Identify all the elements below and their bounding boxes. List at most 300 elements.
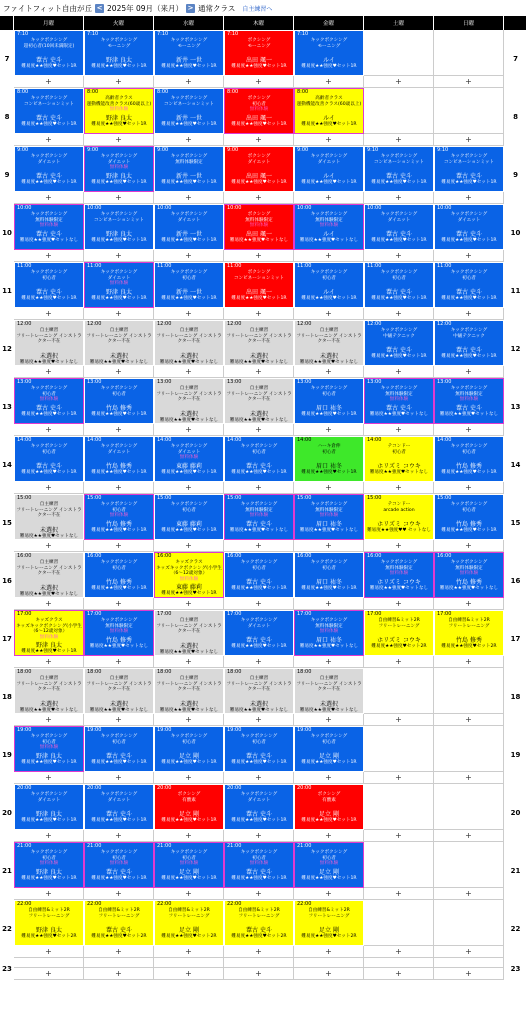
class-slot[interactable]	[14, 494, 84, 540]
add-slot-button[interactable]: +	[84, 192, 154, 204]
class-slot[interactable]	[364, 494, 434, 540]
class-slot[interactable]	[434, 320, 504, 366]
class-slot[interactable]	[294, 436, 364, 482]
add-slot-button[interactable]: +	[434, 772, 504, 784]
difficulty-info: 難易度★★強度♥セット1R	[91, 238, 147, 244]
class-slot[interactable]	[434, 610, 504, 656]
class-slot[interactable]	[14, 610, 84, 656]
add-slot-button[interactable]: +	[434, 968, 504, 980]
class-slot[interactable]	[14, 146, 84, 192]
instructor-name: 竹島 修秀	[106, 579, 132, 587]
add-slot-button[interactable]: +	[154, 968, 224, 980]
add-slot-button[interactable]: +	[434, 656, 504, 668]
add-slot-button[interactable]: +	[294, 482, 364, 494]
class-slot[interactable]	[434, 378, 504, 424]
slot-time: 16:00	[157, 553, 172, 559]
class-slot[interactable]	[364, 552, 434, 598]
prev-month-button[interactable]: <	[96, 4, 103, 12]
add-slot-button[interactable]: +	[154, 192, 224, 204]
slot-time: 21:00	[297, 843, 312, 849]
add-slot-button[interactable]: +	[84, 772, 154, 784]
class-slot[interactable]	[84, 552, 154, 598]
class-name: ハーキ倉伸	[317, 444, 341, 449]
class-slot[interactable]	[154, 610, 224, 656]
hour-label-right: 22	[510, 925, 521, 933]
instructor-name: 葦古 史斗	[36, 115, 62, 123]
difficulty-info: 難易度★★強度♥セット1R	[301, 180, 357, 186]
instructor-name: 足立 剛	[319, 753, 339, 761]
instructor-name: 野津 良太	[106, 172, 132, 180]
empty-slot	[364, 784, 434, 830]
add-slot-button[interactable]: +	[364, 308, 434, 320]
class-slot[interactable]	[434, 552, 504, 598]
class-slot[interactable]	[294, 262, 364, 308]
add-slot-button[interactable]: +	[294, 772, 364, 784]
add-slot-button[interactable]: +	[294, 424, 364, 436]
add-slot-button[interactable]: +	[14, 308, 84, 320]
add-slot-button[interactable]: +	[14, 76, 84, 88]
difficulty-info: 難易度★★強度♥セットなし	[229, 707, 289, 713]
class-slot[interactable]	[154, 784, 224, 830]
class-subtitle: フリートレーニング インストラクター不在	[156, 333, 222, 345]
add-slot-button[interactable]: +	[154, 76, 224, 88]
class-slot[interactable]	[14, 784, 84, 830]
class-name: キックボクシング	[380, 270, 418, 275]
add-slot-button[interactable]: +	[84, 308, 154, 320]
add-slot-button[interactable]: +	[154, 308, 224, 320]
class-slot[interactable]	[294, 784, 364, 830]
class-type-label: 通常クラス	[198, 3, 236, 13]
class-slot[interactable]	[294, 842, 364, 888]
hour-label-right: 18	[510, 693, 521, 701]
class-slot[interactable]	[224, 900, 294, 946]
slot-time: 9:10	[367, 147, 379, 153]
add-slot-button[interactable]: +	[224, 772, 294, 784]
add-slot-button[interactable]: +	[434, 424, 504, 436]
class-slot[interactable]	[84, 146, 154, 192]
add-slot-button[interactable]: +	[84, 714, 154, 726]
slot-time: 12:00	[87, 321, 102, 327]
class-slot[interactable]	[14, 88, 84, 134]
class-slot[interactable]	[294, 668, 364, 714]
class-slot[interactable]	[294, 900, 364, 946]
add-slot-button[interactable]: +	[434, 946, 504, 958]
add-slot-button[interactable]: +	[154, 598, 224, 610]
class-name: キックボクシング	[450, 444, 488, 449]
add-slot-button[interactable]: +	[434, 250, 504, 262]
class-slot[interactable]	[434, 146, 504, 192]
add-slot-button[interactable]: +	[14, 830, 84, 842]
instructor-name: 葦古 史斗	[456, 347, 482, 355]
class-slot[interactable]	[84, 30, 154, 76]
add-slot-button[interactable]: +	[14, 250, 84, 262]
add-slot-button[interactable]: +	[224, 76, 294, 88]
class-slot[interactable]	[14, 668, 84, 714]
add-slot-button[interactable]: +	[364, 656, 434, 668]
class-name: 自主練習	[319, 328, 339, 333]
add-slot-button[interactable]: +	[14, 598, 84, 610]
class-subtitle: モーニング	[317, 43, 341, 49]
class-slot[interactable]	[14, 842, 84, 888]
add-slot-button[interactable]: +	[294, 968, 364, 980]
class-name: キックボクシング	[30, 444, 68, 449]
add-slot-button[interactable]: +	[224, 366, 294, 378]
add-slot-button[interactable]: +	[14, 946, 84, 958]
add-slot-button[interactable]: +	[294, 250, 364, 262]
class-slot[interactable]	[154, 668, 224, 714]
slot-time: 16:00	[87, 553, 102, 559]
class-slot[interactable]	[84, 610, 154, 656]
class-slot[interactable]	[364, 436, 434, 482]
add-slot-button[interactable]: +	[224, 250, 294, 262]
add-slot-button[interactable]: +	[364, 192, 434, 204]
add-slot-button[interactable]: +	[364, 76, 434, 88]
add-slot-button[interactable]: +	[14, 482, 84, 494]
add-slot-button[interactable]: +	[154, 540, 224, 552]
class-slot[interactable]	[154, 262, 224, 308]
class-slot[interactable]	[14, 320, 84, 366]
class-slot[interactable]	[84, 668, 154, 714]
add-slot-button[interactable]: +	[434, 366, 504, 378]
add-slot-button[interactable]: +	[154, 714, 224, 726]
add-slot-button[interactable]: +	[434, 540, 504, 552]
class-slot[interactable]	[294, 552, 364, 598]
class-slot[interactable]	[224, 146, 294, 192]
class-slot[interactable]	[14, 436, 84, 482]
add-slot-button[interactable]: +	[84, 888, 154, 900]
add-slot-button[interactable]: +	[14, 424, 84, 436]
add-slot-button[interactable]: +	[84, 366, 154, 378]
add-slot-button[interactable]: +	[294, 714, 364, 726]
class-name: 自主練習	[109, 676, 129, 681]
instructor-name: 葦古 史斗	[386, 347, 412, 355]
next-month-button[interactable]: >	[187, 4, 194, 12]
class-slot[interactable]	[224, 842, 294, 888]
add-slot-button[interactable]: +	[434, 308, 504, 320]
add-slot-button[interactable]: +	[224, 946, 294, 958]
add-slot-button[interactable]: +	[294, 830, 364, 842]
class-slot[interactable]	[84, 320, 154, 366]
class-slot[interactable]	[154, 320, 224, 366]
class-slot[interactable]	[294, 88, 364, 134]
class-subtitle: ダイエット	[107, 797, 131, 803]
class-slot[interactable]	[364, 320, 434, 366]
class-slot[interactable]	[14, 378, 84, 424]
add-slot-button[interactable]: +	[154, 366, 224, 378]
add-slot-button[interactable]: +	[14, 192, 84, 204]
class-slot[interactable]	[224, 610, 294, 656]
add-slot-button[interactable]: +	[154, 250, 224, 262]
class-slot[interactable]	[294, 610, 364, 656]
class-slot[interactable]	[84, 204, 154, 250]
add-slot-button[interactable]: +	[14, 888, 84, 900]
difficulty-info: 難易度★★強度♥セット1R	[21, 818, 77, 824]
instructor-name: 出田 颯一	[246, 57, 272, 65]
add-slot-button[interactable]: +	[14, 714, 84, 726]
class-slot[interactable]	[224, 204, 294, 250]
add-slot-button[interactable]: +	[154, 888, 224, 900]
add-slot-button[interactable]: +	[84, 134, 154, 146]
difficulty-info: 難易度★★強度♥セット2R	[91, 934, 147, 940]
add-slot-button[interactable]: +	[364, 888, 434, 900]
add-slot-button[interactable]: +	[84, 598, 154, 610]
difficulty-info: 難易度★★強度♥セット2R	[371, 644, 427, 650]
free-trial-badge: 無料体験	[179, 455, 199, 461]
slot-time: 14:00	[157, 437, 172, 443]
class-slot[interactable]	[224, 436, 294, 482]
add-slot-button[interactable]: +	[434, 134, 504, 146]
add-slot-button[interactable]: +	[154, 424, 224, 436]
add-slot-button[interactable]: +	[84, 968, 154, 980]
instructor-name: ホリズミ コウキ	[377, 521, 421, 529]
class-slot[interactable]	[434, 494, 504, 540]
class-slot[interactable]	[224, 30, 294, 76]
add-slot-button[interactable]: +	[364, 946, 434, 958]
difficulty-info: 難易度★★強度♥♥ セットなし	[367, 528, 431, 534]
add-slot-button[interactable]: +	[224, 482, 294, 494]
self-practice-link[interactable]: 自主練習へ	[242, 5, 273, 13]
add-slot-button[interactable]: +	[224, 540, 294, 552]
add-slot-button[interactable]: +	[224, 598, 294, 610]
add-slot-button[interactable]: +	[294, 598, 364, 610]
instructor-name: 未選択	[179, 352, 198, 360]
class-name: キッズクラス	[175, 560, 203, 565]
add-slot-button[interactable]: +	[154, 830, 224, 842]
class-slot[interactable]	[294, 30, 364, 76]
instructor-name: 葦古 史斗	[106, 811, 132, 819]
class-name: キックボクシング	[100, 792, 138, 797]
class-subtitle: フリートレーニング インストラクター不在	[296, 333, 362, 345]
class-subtitle: 無料体験限定	[455, 565, 483, 571]
add-slot-button[interactable]: +	[154, 772, 224, 784]
add-slot-button[interactable]: +	[84, 540, 154, 552]
class-slot[interactable]	[364, 378, 434, 424]
class-name: キックボクシング	[170, 734, 208, 739]
add-slot-button[interactable]: +	[294, 308, 364, 320]
add-slot-button[interactable]: +	[294, 946, 364, 958]
add-slot-button[interactable]: +	[294, 888, 364, 900]
class-name: キックボクシング	[310, 38, 348, 43]
class-slot[interactable]	[294, 378, 364, 424]
instructor-name: ルイ	[323, 230, 335, 238]
class-slot[interactable]	[434, 262, 504, 308]
hour-label: 9	[4, 171, 10, 179]
class-slot[interactable]	[224, 320, 294, 366]
add-slot-button[interactable]: +	[154, 482, 224, 494]
class-slot[interactable]	[224, 494, 294, 540]
class-name: キックボクシング	[170, 96, 208, 101]
add-slot-button[interactable]: +	[14, 134, 84, 146]
class-slot[interactable]	[224, 784, 294, 830]
free-trial-badge: 無料体験	[319, 861, 339, 867]
class-slot[interactable]	[294, 726, 364, 772]
class-slot[interactable]	[364, 262, 434, 308]
hour-label-right: 7	[513, 55, 518, 63]
add-slot-button[interactable]: +	[364, 134, 434, 146]
class-slot[interactable]	[84, 494, 154, 540]
class-slot[interactable]	[154, 378, 224, 424]
slot-time: 14:00	[17, 437, 32, 443]
class-slot[interactable]	[434, 204, 504, 250]
add-slot-button[interactable]: +	[294, 366, 364, 378]
class-slot[interactable]	[84, 900, 154, 946]
add-slot-button[interactable]: +	[14, 366, 84, 378]
add-slot-button[interactable]: +	[154, 134, 224, 146]
class-slot[interactable]	[154, 146, 224, 192]
add-slot-button[interactable]: +	[434, 888, 504, 900]
slot-time: 11:00	[367, 263, 382, 269]
add-slot-button[interactable]: +	[224, 424, 294, 436]
class-slot[interactable]	[224, 262, 294, 308]
add-slot-button[interactable]: +	[14, 656, 84, 668]
add-slot-button[interactable]: +	[224, 192, 294, 204]
class-subtitle: フリートレーニング	[98, 913, 140, 919]
slot-time: 20:00	[227, 785, 242, 791]
class-slot[interactable]	[84, 378, 154, 424]
class-slot[interactable]	[84, 842, 154, 888]
add-slot-button[interactable]: +	[434, 714, 504, 726]
class-slot[interactable]	[294, 320, 364, 366]
difficulty-info: 難易度★★強度♥セット1R	[441, 470, 497, 476]
instructor-name: 野津 良太	[106, 57, 132, 65]
class-slot[interactable]	[224, 726, 294, 772]
add-slot-button[interactable]: +	[364, 968, 434, 980]
difficulty-info: 難易度★★強度♥セットなし	[299, 237, 359, 243]
class-subtitle: フリートレーニング インストラクター不在	[16, 507, 82, 519]
slot-time: 22:00	[297, 901, 312, 907]
add-slot-button[interactable]: +	[224, 308, 294, 320]
instructor-name: 未選択	[109, 352, 128, 360]
add-slot-button[interactable]: +	[294, 134, 364, 146]
add-slot-button[interactable]: +	[14, 540, 84, 552]
add-slot-button[interactable]: +	[84, 946, 154, 958]
difficulty-info: 難易度★★強度♥セット1R	[301, 818, 357, 824]
add-slot-button[interactable]: +	[224, 830, 294, 842]
class-slot[interactable]	[224, 552, 294, 598]
class-name: キックボクシング	[240, 560, 278, 565]
class-slot[interactable]	[294, 146, 364, 192]
class-slot[interactable]	[14, 204, 84, 250]
class-slot[interactable]	[154, 30, 224, 76]
instructor-name: 葦古 史斗	[36, 57, 62, 65]
hour-label-right: 8	[513, 113, 518, 121]
class-slot[interactable]	[154, 726, 224, 772]
class-slot[interactable]	[84, 436, 154, 482]
add-slot-button[interactable]: +	[434, 830, 504, 842]
add-slot-button[interactable]: +	[364, 714, 434, 726]
class-slot[interactable]	[84, 726, 154, 772]
slot-time: 18:00	[297, 669, 312, 675]
add-slot-button[interactable]: +	[364, 598, 434, 610]
class-subtitle: 初心者	[182, 507, 196, 513]
class-slot[interactable]	[364, 146, 434, 192]
class-slot[interactable]	[154, 204, 224, 250]
add-slot-button[interactable]: +	[224, 134, 294, 146]
hour-label: 11	[2, 287, 12, 295]
add-slot-button[interactable]: +	[154, 946, 224, 958]
add-slot-button[interactable]: +	[84, 424, 154, 436]
instructor-name: 眉口 祐冬	[316, 636, 342, 644]
class-slot[interactable]	[84, 262, 154, 308]
class-subtitle: 運動機能改善クラス(60歳以上)	[86, 101, 152, 107]
class-slot[interactable]	[84, 88, 154, 134]
difficulty-info: 難易度★★強度♥セットなし	[229, 359, 289, 365]
difficulty-info: 難易度★★強度♥セット1R	[91, 875, 147, 881]
class-subtitle: 初心者	[322, 275, 336, 281]
add-slot-button[interactable]: +	[84, 76, 154, 88]
instructor-name: 未選択	[179, 642, 198, 650]
add-slot-button[interactable]: +	[224, 714, 294, 726]
class-slot[interactable]	[224, 668, 294, 714]
add-slot-button[interactable]: +	[294, 76, 364, 88]
slot-time: 10:00	[367, 205, 382, 211]
class-slot[interactable]	[14, 900, 84, 946]
class-slot[interactable]	[294, 204, 364, 250]
add-slot-button[interactable]: +	[434, 598, 504, 610]
class-slot[interactable]	[224, 378, 294, 424]
add-slot-button[interactable]: +	[224, 968, 294, 980]
class-slot[interactable]	[434, 436, 504, 482]
class-slot[interactable]	[14, 262, 84, 308]
class-slot[interactable]	[364, 610, 434, 656]
class-name: キックボクシング	[310, 212, 348, 217]
add-slot-button[interactable]: +	[154, 656, 224, 668]
add-slot-button[interactable]: +	[14, 772, 84, 784]
add-slot-button[interactable]: +	[364, 424, 434, 436]
add-slot-button[interactable]: +	[294, 192, 364, 204]
class-slot[interactable]	[154, 842, 224, 888]
add-slot-button[interactable]: +	[364, 250, 434, 262]
class-slot[interactable]	[84, 784, 154, 830]
class-slot[interactable]	[14, 552, 84, 598]
add-slot-button[interactable]: +	[84, 656, 154, 668]
add-slot-button[interactable]: +	[84, 830, 154, 842]
add-slot-button[interactable]: +	[84, 250, 154, 262]
class-slot[interactable]	[154, 900, 224, 946]
difficulty-info: 難易度★★強度♥セット1R	[161, 122, 217, 128]
class-slot[interactable]	[364, 204, 434, 250]
add-slot-button[interactable]: +	[434, 76, 504, 88]
add-slot-button[interactable]: +	[434, 482, 504, 494]
free-trial-badge: 無料体験	[459, 571, 479, 577]
instructor-name: 葦古 史斗	[456, 289, 482, 297]
class-slot[interactable]	[14, 726, 84, 772]
add-slot-button[interactable]: +	[84, 482, 154, 494]
add-slot-button[interactable]: +	[364, 366, 434, 378]
add-slot-button[interactable]: +	[364, 772, 434, 784]
add-slot-button[interactable]: +	[14, 968, 84, 980]
class-slot[interactable]	[14, 30, 84, 76]
class-slot[interactable]	[154, 552, 224, 598]
class-slot[interactable]	[154, 494, 224, 540]
instructor-name: 野津 良太	[36, 927, 62, 935]
add-slot-button[interactable]: +	[364, 830, 434, 842]
add-slot-button[interactable]: +	[224, 888, 294, 900]
add-slot-button[interactable]: +	[294, 656, 364, 668]
add-slot-button[interactable]: +	[224, 656, 294, 668]
add-slot-button[interactable]: +	[364, 482, 434, 494]
class-slot[interactable]	[154, 88, 224, 134]
add-slot-button[interactable]: +	[294, 540, 364, 552]
instructor-name: 足立 剛	[319, 927, 339, 935]
class-slot[interactable]	[294, 494, 364, 540]
add-slot-button[interactable]: +	[434, 192, 504, 204]
class-slot[interactable]	[154, 436, 224, 482]
difficulty-info: 難易度★★強度♥セットなし	[229, 237, 289, 243]
class-subtitle: 中級テクニック	[383, 333, 415, 339]
class-slot[interactable]	[224, 88, 294, 134]
add-slot-button[interactable]: +	[364, 540, 434, 552]
